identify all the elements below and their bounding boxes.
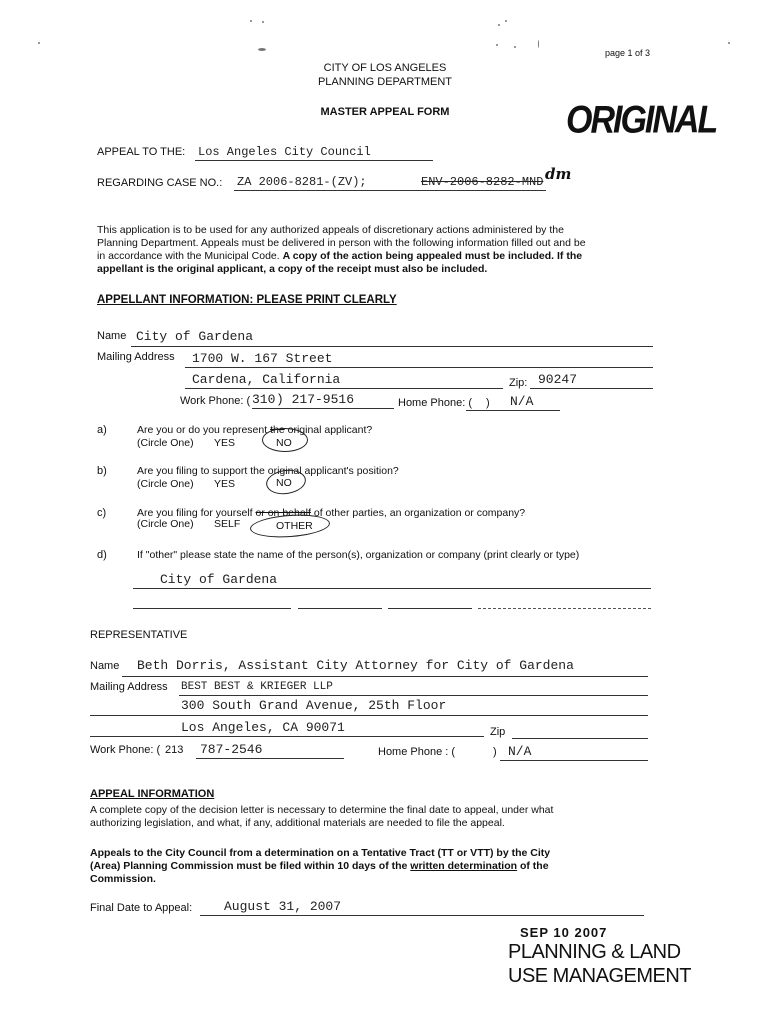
- question-a-text-1: Are you or do you represent: [137, 424, 271, 436]
- question-d-answer[interactable]: City of Gardena: [160, 572, 278, 587]
- case-number-label: REGARDING CASE NO.:: [97, 177, 223, 189]
- appeal-info-p1-line-2: authorizing legislation, and what, if any, additional materials are needed to file the appeal.: [90, 817, 505, 829]
- page-number: page 1 of 3: [605, 48, 651, 58]
- intro-paragraph: [97, 224, 657, 276]
- representative-work-phone-label: Work Phone: (: [90, 744, 161, 756]
- question-c-self[interactable]: SELF: [214, 518, 241, 530]
- case-number-value[interactable]: ZA 2006-8281-(ZV);: [237, 175, 367, 189]
- question-c-text: [137, 507, 525, 519]
- appellant-zip-value[interactable]: 90247: [538, 372, 578, 387]
- appellant-mailing-label: Mailing Address: [97, 351, 175, 363]
- appeal-info-p2-line-3: Commission.: [90, 873, 156, 885]
- representative-name-value[interactable]: Beth Dorris, Assistant City Attorney for City of Gardena: [137, 658, 574, 673]
- appeal-info-p2-line-2c: of the: [517, 860, 549, 872]
- appellant-address-line-1[interactable]: 1700 W. 167 Street: [192, 351, 333, 366]
- representative-work-number[interactable]: 787-2546: [200, 742, 263, 757]
- scan-speck: [38, 42, 40, 44]
- scan-speck: [262, 21, 264, 23]
- question-a-yes[interactable]: YES: [214, 437, 236, 449]
- question-c-other[interactable]: OTHER: [276, 520, 313, 532]
- intro-line-1: This application is to be used for any authorized appeals of discretionary actions administered by the: [97, 224, 564, 236]
- question-b-no[interactable]: NO: [276, 477, 292, 489]
- representative-address-line-2[interactable]: 300 South Grand Avenue, 25th Floor: [181, 698, 447, 713]
- question-b-circle-label: (Circle One): [137, 478, 194, 490]
- appeal-info-paragraph-1: [90, 804, 660, 830]
- original-stamp: ORIGINAL: [566, 98, 717, 142]
- received-stamp-line-2: USE MANAGEMENT: [508, 965, 692, 987]
- representative-work-phone-rule: [196, 758, 344, 759]
- question-a-text: [137, 424, 372, 436]
- appeal-to-value[interactable]: Los Angeles City Council: [198, 145, 371, 159]
- scan-speck: [258, 48, 266, 51]
- question-b-text: Are you filing to support the original applicant's position?: [137, 465, 399, 477]
- appellant-name-value[interactable]: City of Gardena: [136, 329, 254, 344]
- scan-speck: [496, 44, 498, 46]
- scan-speck: [498, 24, 500, 26]
- representative-zip-label: Zip: [490, 726, 506, 738]
- appellant-home-phone-label: Home Phone: (: [398, 397, 472, 409]
- appellant-name-line: [131, 346, 653, 347]
- appeal-info-heading: APPEAL INFORMATION: [90, 788, 215, 800]
- appellant-address-line-2-rule: [185, 388, 503, 389]
- representative-address-line-3-rule: [90, 736, 484, 737]
- received-stamp-line-1: PLANNING & LAND: [508, 941, 681, 963]
- agency-name: CITY OF LOS ANGELES: [323, 62, 447, 74]
- question-c-text-1: Are you filing for yourself: [137, 507, 256, 519]
- question-c-text-2: of other parties, an organization or company?: [310, 507, 526, 519]
- case-number-line: [234, 190, 546, 191]
- representative-home-phone-value[interactable]: N/A: [508, 744, 532, 759]
- scan-speck: [538, 40, 539, 48]
- question-a-answer-circle: [262, 428, 308, 452]
- representative-home-phone-rule: [500, 760, 648, 761]
- intro-line-2: Planning Department. Appeals must be delivered in person with the following information filled out and be: [97, 237, 586, 249]
- question-b-letter: b): [97, 465, 107, 477]
- appellant-address-line-2[interactable]: Cardena, California: [192, 372, 341, 387]
- question-d-extra-line-1: [133, 608, 291, 609]
- question-c-struck: or on behalf: [255, 507, 311, 519]
- question-d-answer-line: [133, 588, 651, 589]
- intro-line-4: appellant is the original applicant, a copy of the receipt must also be included.: [97, 263, 488, 275]
- received-stamp-date: SEP 10 2007: [520, 925, 608, 940]
- final-date-value[interactable]: August 31, 2007: [224, 899, 342, 914]
- representative-heading: REPRESENTATIVE: [90, 629, 188, 641]
- appellant-work-phone-rule: [252, 408, 394, 409]
- representative-address-line-2-rule: [90, 715, 648, 716]
- appellant-name-label: Name: [97, 330, 127, 342]
- appellant-home-phone-rule: [466, 410, 560, 411]
- question-a-circle-label: (Circle One): [137, 437, 194, 449]
- question-a-no[interactable]: NO: [276, 437, 292, 449]
- question-d-extra-line-4: [478, 608, 651, 609]
- question-d-extra-line-3: [388, 608, 472, 609]
- appellant-work-area-code[interactable]: 310: [252, 392, 276, 407]
- question-a-struck: the: [270, 424, 285, 436]
- representative-zip-rule: [512, 738, 648, 739]
- appeal-to-label: APPEAL TO THE:: [97, 146, 186, 158]
- final-date-rule: [200, 915, 644, 916]
- representative-address-line-1[interactable]: BEST BEST & KRIEGER LLP: [181, 681, 333, 693]
- appellant-work-number[interactable]: ) 217-9516: [276, 392, 355, 407]
- intro-line-3b: A copy of the action being appealed must be included. If the: [282, 250, 583, 262]
- representative-home-phone-close: ): [493, 746, 497, 758]
- representative-work-area-code[interactable]: 213: [165, 744, 184, 756]
- representative-name-label: Name: [90, 660, 120, 672]
- question-c-circle-label: (Circle One): [137, 518, 194, 530]
- appeal-info-p2-written-determination: written determination: [410, 860, 518, 872]
- question-d-extra-line-2: [298, 608, 382, 609]
- intro-line-3: [97, 250, 657, 263]
- representative-name-line: [122, 676, 648, 677]
- question-d-text: If "other" please state the name of the person(s), organization or company (print clearly or type): [137, 549, 580, 561]
- department-name: PLANNING DEPARTMENT: [317, 76, 453, 88]
- question-c-letter: c): [97, 507, 107, 519]
- scan-speck: [728, 42, 730, 44]
- question-a-text-2: original applicant?: [284, 424, 373, 436]
- question-a-letter: a): [97, 424, 107, 436]
- final-date-label: Final Date to Appeal:: [90, 902, 193, 914]
- appeal-info-p2-line-1: Appeals to the City Council from a determination on a Tentative Tract (TT or VTT) by the City: [90, 847, 551, 859]
- representative-address-line-1-rule: [179, 695, 648, 696]
- form-title: MASTER APPEAL FORM: [320, 106, 450, 118]
- appeal-to-line: [195, 160, 433, 161]
- scan-speck: [250, 20, 252, 22]
- representative-home-phone-label: Home Phone : (: [378, 746, 456, 758]
- appellant-address-line-1-rule: [185, 367, 653, 368]
- appeal-info-p1-line-1: A complete copy of the decision letter is necessary to determine the final date to appeal, under what: [90, 804, 554, 816]
- case-initials: dm: [545, 165, 572, 183]
- appellant-zip-rule: [530, 388, 653, 389]
- appellant-home-phone-value[interactable]: N/A: [510, 394, 534, 409]
- appellant-home-phone-close: ): [486, 397, 490, 409]
- appellant-heading: APPELLANT INFORMATION: PLEASE PRINT CLEARLY: [97, 294, 397, 306]
- question-d-letter: d): [97, 549, 107, 561]
- appeal-info-p2-line-2: [90, 860, 660, 873]
- representative-address-line-3[interactable]: Los Angeles, CA 90071: [181, 720, 345, 735]
- appellant-work-phone-label: Work Phone: (: [180, 395, 251, 407]
- question-b-yes[interactable]: YES: [214, 478, 236, 490]
- intro-line-3a: in accordance with the Municipal Code.: [97, 250, 283, 262]
- representative-mailing-label: Mailing Address: [90, 681, 168, 693]
- scan-speck: [514, 46, 516, 48]
- appeal-info-paragraph-2: [90, 847, 660, 886]
- case-number-struck: ENV-2006-8282-MND: [421, 175, 544, 189]
- scan-speck: [505, 20, 507, 22]
- appellant-zip-label: Zip:: [509, 377, 528, 389]
- appeal-info-p2-line-2a: (Area) Planning Commission must be filed within 10 days of the: [90, 860, 411, 872]
